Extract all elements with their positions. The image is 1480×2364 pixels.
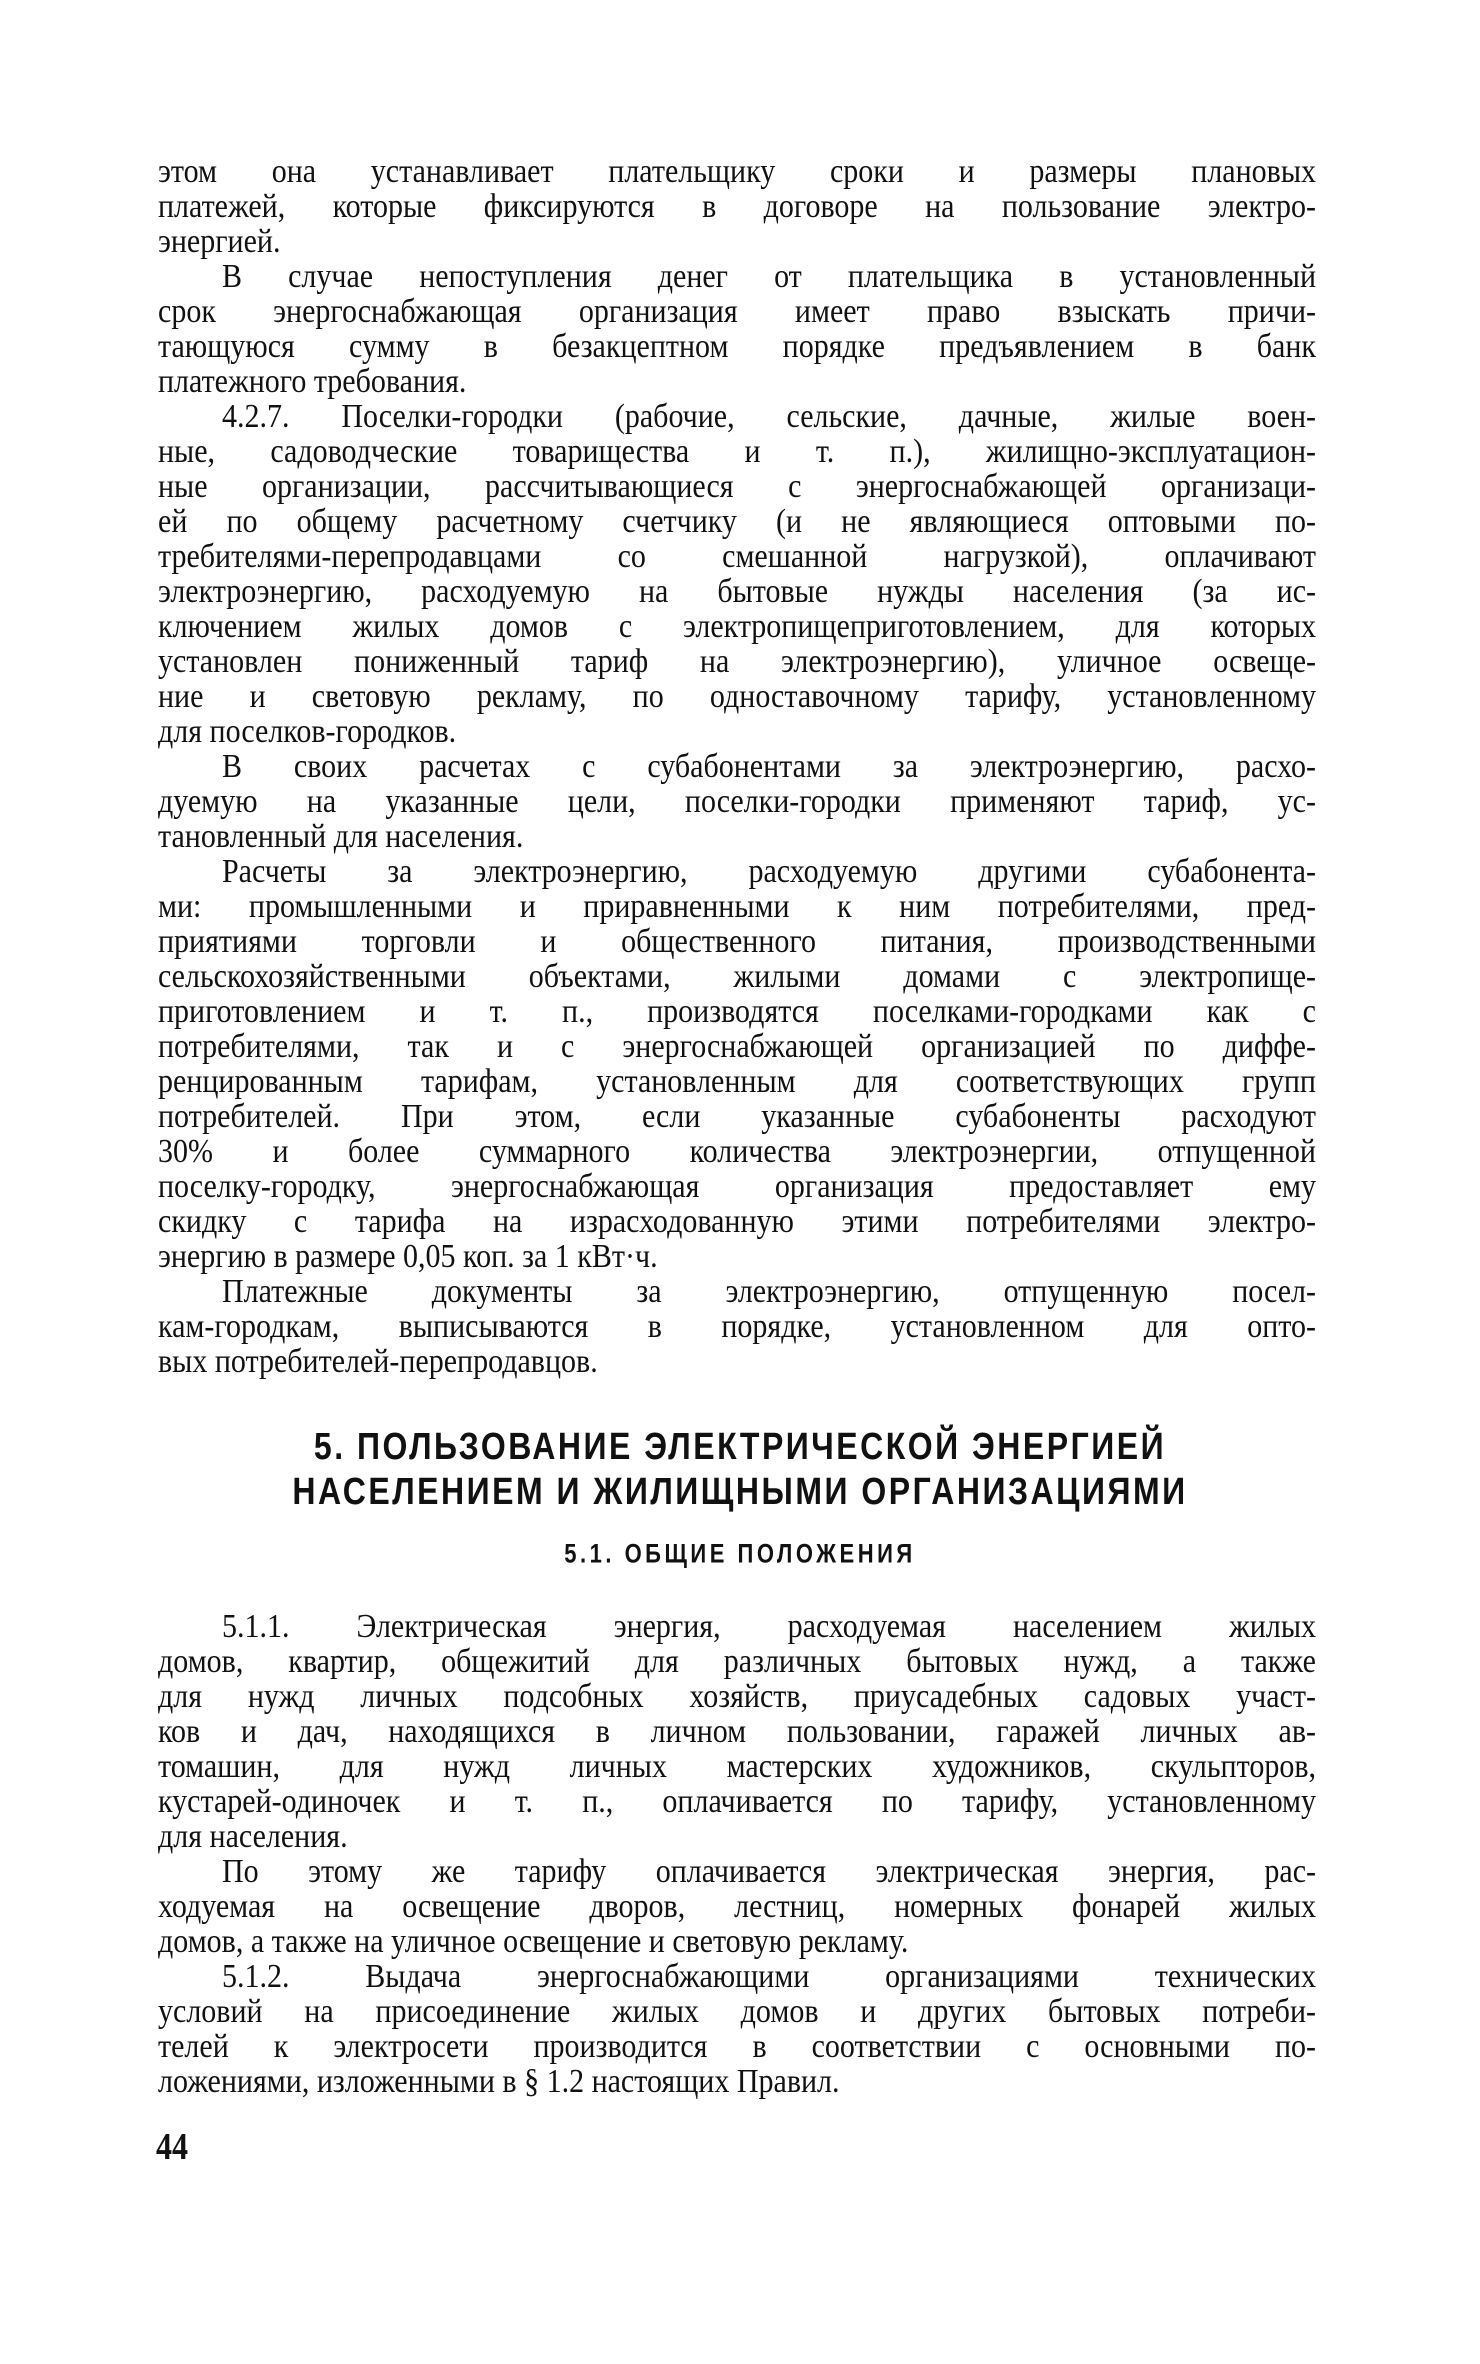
page-number: 44: [156, 2124, 188, 2168]
text-line: поселку-городку, энергоснабжающая организация предоставляет ему: [158, 1168, 1316, 1205]
text-line: домов, а также на уличное освещение и световую рекламу.: [158, 1923, 909, 1960]
text-line: приготовлением и т. п., производятся поселками-городками как с: [158, 993, 1316, 1030]
paragraph: [158, 1959, 1316, 2099]
text-line: установлен пониженный тариф на электроэнергию), уличное освеще-: [158, 643, 1316, 680]
text-line: платежного требования.: [158, 363, 467, 400]
text-line: кам-городкам, выписываются в порядке, установленном для опто-: [158, 1308, 1316, 1345]
text-line: ные, садоводческие товарищества и т. п.), жилищно-эксплуатацион-: [158, 433, 1316, 470]
text-line: для поселков-городков.: [158, 713, 457, 750]
text-line: ей по общему расчетному счетчику (и не являющиеся оптовыми по-: [158, 503, 1316, 540]
paragraph: [158, 259, 1316, 399]
body-text-top: [158, 154, 1316, 1379]
text-line: телей к электросети производится в соответствии с основными по-: [158, 2028, 1316, 2065]
text-line: тановленный для населения.: [158, 818, 524, 855]
text-line: томашин, для нужд личных мастерских художников, скульпторов,: [158, 1748, 1316, 1785]
text-line: 5.1.1. Электрическая энергия, расходуемая населением жилых: [222, 1608, 1316, 1645]
text-line: Платежные документы за электроэнергию, отпущенную посел-: [222, 1273, 1316, 1310]
section-title-line-2: НАСЕЛЕНИЕМ И ЖИЛИЩНЫМИ ОРГАНИЗАЦИЯМИ: [292, 1469, 1188, 1513]
paragraph: [158, 1609, 1316, 1854]
text-line: дуемую на указанные цели, поселки-городки применяют тариф, ус-: [158, 783, 1316, 820]
paragraph: [158, 1274, 1316, 1379]
paragraph: [158, 399, 1316, 749]
text-line: ми: промышленными и приравненными к ним потребителями, пред-: [158, 888, 1316, 925]
text-line: ложениями, изложенными в § 1.2 настоящих Правил.: [158, 2063, 840, 2100]
text-line: В своих расчетах с субабонентами за электроэнергию, расхо-: [222, 748, 1316, 785]
text-line: энергией.: [158, 223, 281, 260]
text-line: условий на присоединение жилых домов и других бытовых потреби-: [158, 1993, 1316, 2030]
text-line: для нужд личных подсобных хозяйств, приусадебных садовых участ-: [158, 1678, 1316, 1715]
text-line: приятиями торговли и общественного питания, производственными: [158, 923, 1316, 960]
text-line: этом она устанавливает плательщику сроки и размеры плановых: [158, 153, 1316, 190]
text-line: платежей, которые фиксируются в договоре на пользование электро-: [158, 188, 1316, 225]
text-line: 5.1.2. Выдача энергоснабжающими организациями технических: [222, 1958, 1316, 1995]
paragraph: [158, 154, 1316, 259]
text-line: ходуемая на освещение дворов, лестниц, номерных фонарей жилых: [158, 1888, 1316, 1925]
text-line: потребителей. При этом, если указанные субабоненты расходуют: [158, 1098, 1316, 1135]
text-line: тающуюся сумму в безакцептном порядке предъявлением в банк: [158, 328, 1316, 365]
text-line: 30% и более суммарного количества электроэнергии, отпущенной: [158, 1133, 1316, 1170]
text-line: Расчеты за электроэнергию, расходуемую другими субабонента-: [222, 853, 1316, 890]
text-line: скидку с тарифа на израсходованную этими потребителями электро-: [158, 1203, 1316, 1240]
text-line: домов, квартир, общежитий для различных бытовых нужд, а также: [158, 1643, 1316, 1680]
text-line: для населения.: [158, 1818, 348, 1855]
paragraph: [158, 854, 1316, 1274]
text-line: сельскохозяйственными объектами, жилыми домами с электропище-: [158, 958, 1316, 995]
text-line: ные организации, рассчитывающиеся с энергоснабжающей организаци-: [158, 468, 1316, 505]
text-line: энергию в размере 0,05 коп. за 1 кВт·ч.: [158, 1238, 658, 1275]
text-line: ренцированным тарифам, установленным для соответствующих групп: [158, 1063, 1316, 1100]
subsection-title: 5.1. ОБЩИЕ ПОЛОЖЕНИЯ: [564, 1538, 916, 1569]
paragraph: [158, 1854, 1316, 1959]
text-line: По этому же тарифу оплачивается электрическая энергия, рас-: [222, 1853, 1316, 1890]
text-line: потребителями, так и с энергоснабжающей организацией по диффе-: [158, 1028, 1316, 1065]
section-title-line-1: 5. ПОЛЬЗОВАНИЕ ЭЛЕКТРИЧЕСКОЙ ЭНЕРГИЕЙ: [313, 1424, 1167, 1468]
text-line: 4.2.7. Поселки-городки (рабочие, сельские, дачные, жилые воен-: [222, 398, 1316, 435]
body-text-bottom: [158, 1609, 1316, 2099]
text-line: ков и дач, находящихся в личном пользовании, гаражей личных ав-: [158, 1713, 1316, 1750]
paragraph: [158, 749, 1316, 854]
text-line: электроэнергию, расходуемую на бытовые нужды населения (за ис-: [158, 573, 1316, 610]
text-line: ключением жилых домов с электропищеприготовлением, для которых: [158, 608, 1316, 645]
text-line: срок энергоснабжающая организация имеет право взыскать причи-: [158, 293, 1316, 330]
text-line: В случае непоступления денег от плательщика в установленный: [222, 258, 1316, 295]
text-line: требителями-перепродавцами со смешанной нагрузкой), оплачивают: [158, 538, 1316, 575]
text-line: ние и световую рекламу, по одноставочному тарифу, установленному: [158, 678, 1316, 715]
text-line: вых потребителей-перепродавцов.: [158, 1343, 598, 1380]
text-line: кустарей-одиночек и т. п., оплачивается по тарифу, установленному: [158, 1783, 1316, 1820]
